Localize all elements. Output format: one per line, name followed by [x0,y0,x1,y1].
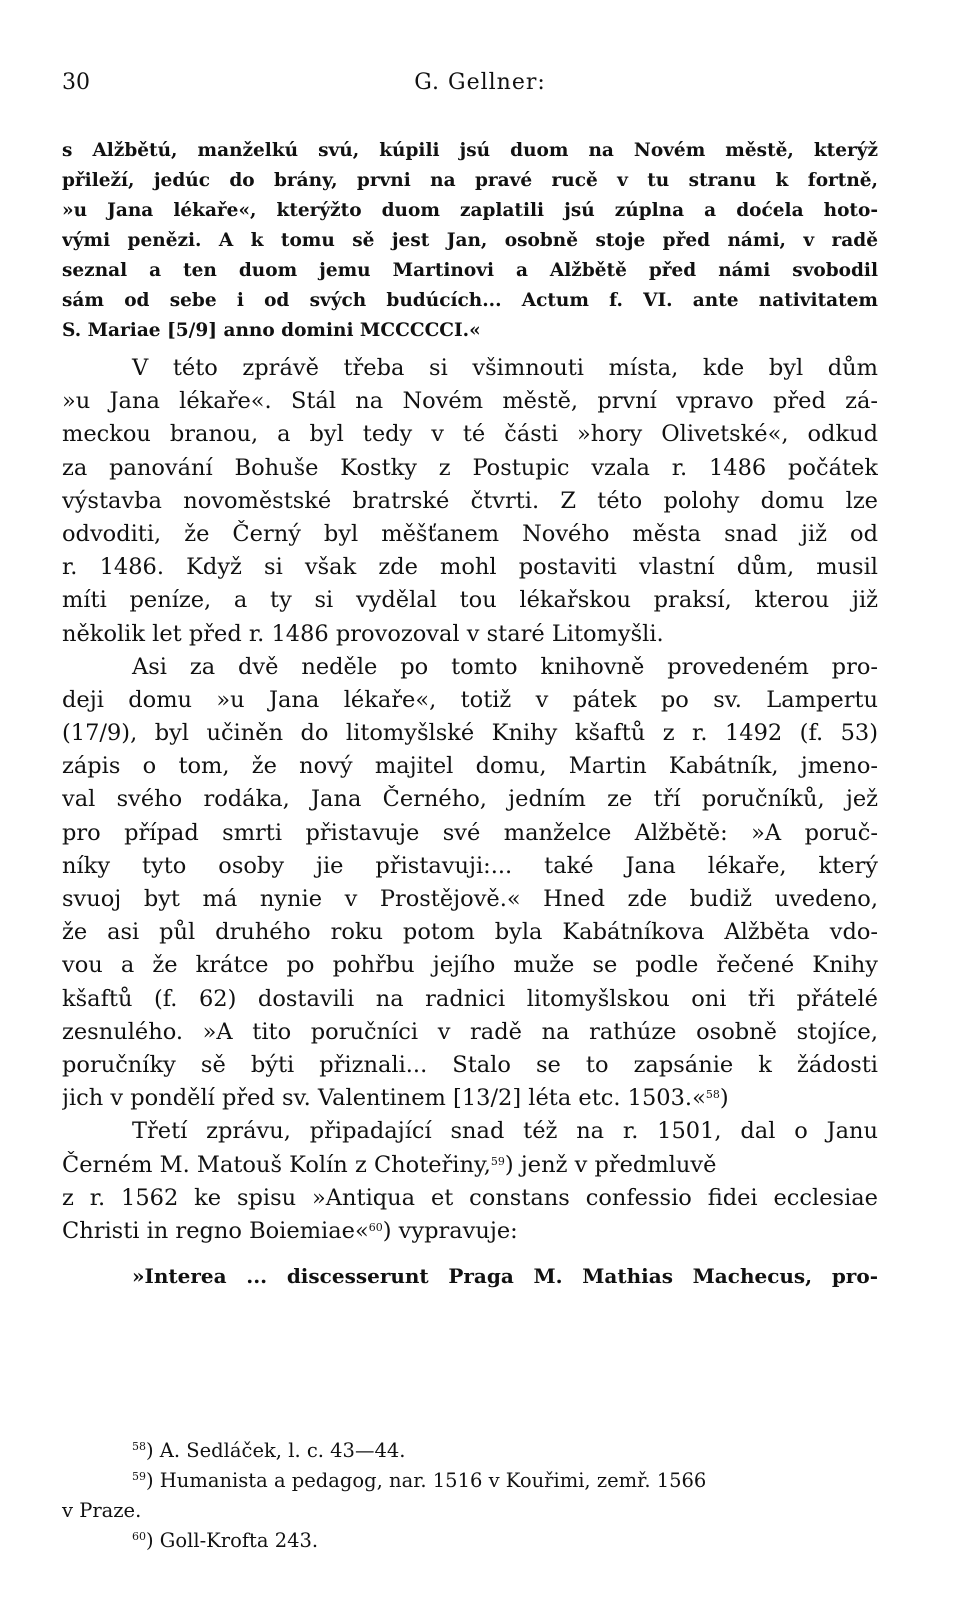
text-line: pro případ smrti přistavuje své manželce Alžbětě: »A poruč- [62,819,878,846]
text-line: S. Mariae [5/9] anno domini MCCCCCI.« [62,320,481,341]
footnote-text: ) A. Sedláček, l. c. 43—44. [146,1439,406,1462]
text-line: výstavba novoměstské bratrské čtvrti. Z této polohy domu lze [62,487,878,514]
text-segment: Černém M. Matouš Kolín z Choteřiny, [62,1151,491,1178]
footnote-59-continued [62,1496,878,1526]
text-line: míti peníze, a ty si vydělal tou lékařskou praksí, kterou již [62,587,878,614]
text-line-with-footnote [62,1082,878,1115]
footnote-text: ) Goll-Krofta 243. [146,1529,319,1552]
text-line: vými penězi. A k tomu sě jest Jan, osobně stoje před námi, v radě [62,230,878,251]
text-line: že asi půl druhého roku potom byla Kabátníkova Alžběta vdo- [62,919,878,946]
text-segment: ) [719,1085,729,1112]
text-line: několik let před r. 1486 provozoval v staré Litomyšli. [62,620,664,647]
text-line: »u Jana lékaře«. Stál na Novém městě, první vpravo před zá- [62,388,878,415]
text-segment: ) jenž v předmluvě [504,1151,717,1178]
footnote-number: 59 [132,1470,146,1483]
text-line: zesnulého. »A tito poručníci v radě na rathúze osobně stojíce, [62,1018,878,1045]
footnote-ref-59: 59 [490,1154,505,1168]
footnote-text: ) Humanista a pedagog, nar. 1516 v Kouřimi, zemř. 1566 [146,1469,707,1492]
text-segment: ) vypravuje: [382,1217,518,1244]
text-line: svuoj byt má nynie v Prostějově.« Hned zde budiž uvedeno, [62,886,878,912]
text-line: kšaftů (f. 62) dostavili na radnici litomyšlskou oni tři přátelé [62,985,878,1012]
text-segment: Christi in regno Boiemiae« [62,1217,369,1244]
paragraph-start-line: Asi za dvě neděle po tomto knihovně provedeném pro- [132,653,878,680]
page-body [62,136,878,1296]
text-line: vou a že krátce po pohřbu jejího muže se podle řečené Knihy [62,952,878,979]
text-line: val svého rodáka, Jana Černého, jedním ze tří poručníků, jež [62,786,878,813]
text-line-with-footnote [62,1149,878,1182]
footnotes [62,1436,878,1556]
text-line: sám od sebe i od svých budúcích... Actum f. VI. ante nativitatem [62,290,878,311]
quoted-document-excerpt [62,136,878,346]
text-line: s Alžbětú, manželkú svú, kúpili jsú duom na Novém městě, kterýž [62,140,878,161]
footnote-ref-60: 60 [368,1220,383,1234]
text-line: z r. 1562 ke spisu »Antiqua et constans confessio fidei ecclesiae [62,1184,878,1211]
main-text [62,352,878,1296]
paragraph-start-line: Třetí zprávu, připadající snad též na r. 1501, dal o Janu [132,1118,878,1145]
text-line: seznal a ten duom jemu Martinovi a Alžbětě před námi svobodil [62,260,878,281]
footnote-59 [62,1466,878,1496]
footnote-text: v Praze. [62,1499,142,1522]
footnote-number: 58 [132,1440,146,1453]
running-title: G. Gellner: [414,70,546,95]
text-line: zápis o tom, že nový majitel domu, Martin Kabátník, jmeno- [62,753,878,780]
text-line: meckou branou, a byl tedy v té části »hory Olivetské«, odkud [62,421,878,448]
text-line: »u Jana lékaře«, kterýžto duom zaplatili jsú zúplna a doćela hoto- [62,200,878,221]
footnote-ref-58: 58 [705,1088,720,1102]
text-line: níky tyto osoby jie přistavuji:... také Jana lékaře, který [62,852,878,879]
latin-quote-line: »Interea ... discesserunt Praga M. Mathias Machecus, pro- [132,1264,878,1289]
footnote-number: 60 [132,1530,146,1543]
text-line-with-footnote [62,1215,878,1248]
page-number: 30 [62,70,90,95]
text-line: r. 1486. Když si však zde mohl postaviti vlastní dům, musil [62,554,878,581]
text-line: přileží, jedúc do brány, prvni na pravé rucě v tu stranu k fortně, [62,170,878,191]
footnote-58 [62,1436,878,1466]
text-line: poručníky sě býti přiznali... Stalo se to zapsánie k žádosti [62,1051,878,1078]
text-segment: jich v pondělí před sv. Valentinem [13/2] léta etc. 1503.« [62,1085,706,1112]
paragraph-start-line: V této zprávě třeba si všimnouti místa, kde byl dům [132,355,878,381]
footnote-60 [62,1526,878,1556]
page-header [62,66,898,100]
text-line: odvoditi, že Černý byl měšťanem Nového města snad již od [62,520,878,547]
text-line: (17/9), byl učiněn do litomyšlské Knihy kšaftů z r. 1492 (f. 53) [62,720,878,747]
text-line: deji domu »u Jana lékaře«, totiž v pátek po sv. Lampertu [62,686,878,713]
text-line: za panování Bohuše Kostky z Postupic vzala r. 1486 počátek [62,454,878,481]
